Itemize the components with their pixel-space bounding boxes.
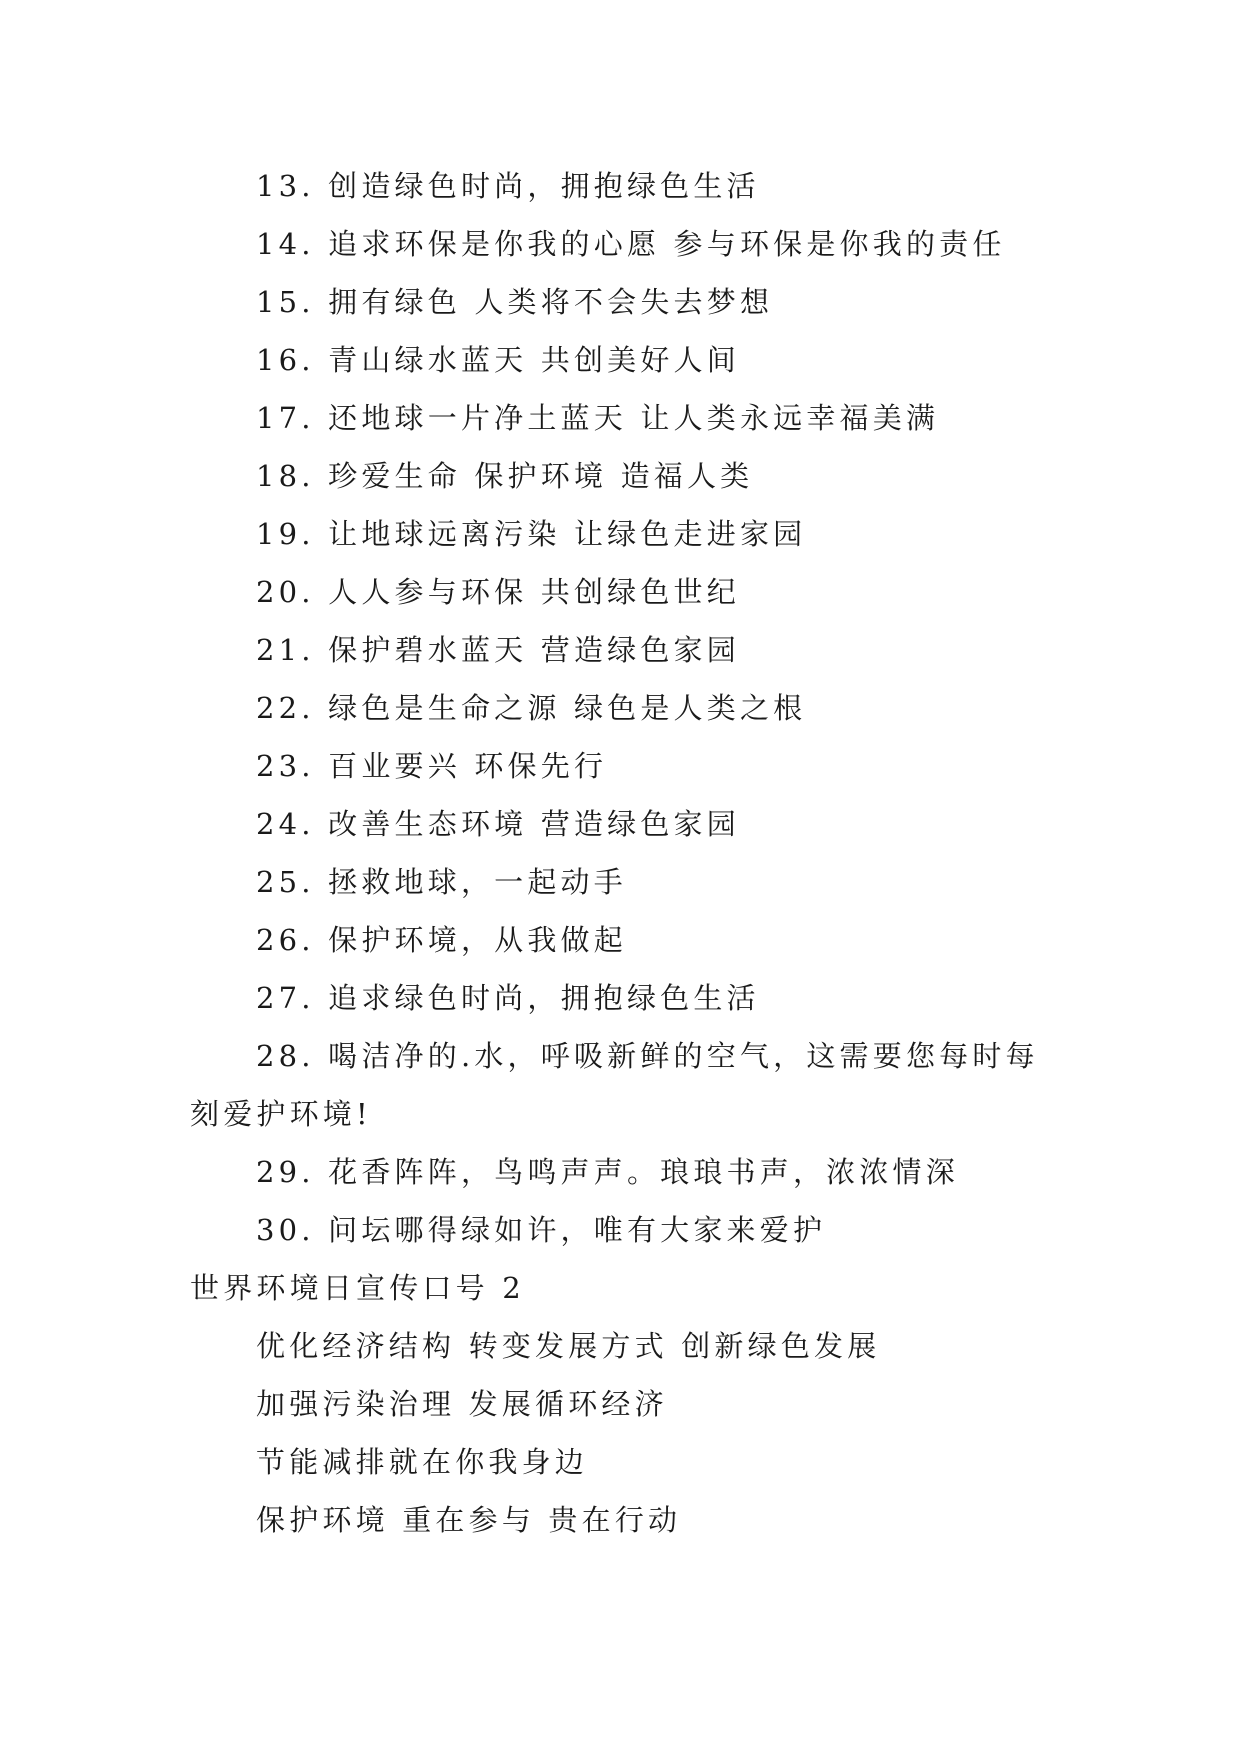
slogan-18: 18. 珍爱生命 保护环境 造福人类	[256, 459, 754, 493]
slogan-25: 25. 拯救地球，一起动手	[256, 865, 627, 899]
slogan-30: 30. 问坛哪得绿如许，唯有大家来爱护	[256, 1213, 827, 1247]
slogan-29: 29. 花香阵阵，鸟鸣声声。琅琅书声，浓浓情深	[256, 1155, 959, 1189]
section-slogan: 保护环境 重在参与 贵在行动	[256, 1503, 682, 1537]
section-slogan: 节能减排就在你我身边	[256, 1445, 589, 1479]
slogan-17: 17. 还地球一片净土蓝天 让人类永远幸福美满	[256, 401, 940, 435]
slogan-20: 20. 人人参与环保 共创绿色世纪	[256, 575, 740, 609]
slogan-22: 22. 绿色是生命之源 绿色是人类之根	[256, 691, 807, 725]
slogan-27: 27. 追求绿色时尚，拥抱绿色生活	[256, 981, 760, 1015]
slogan-14: 14. 追求环保是你我的心愿 参与环保是你我的责任	[256, 227, 1006, 261]
slogan-15: 15. 拥有绿色 人类将不会失去梦想	[256, 285, 774, 319]
slogan-26: 26. 保护环境，从我做起	[256, 923, 627, 957]
slogan-16: 16. 青山绿水蓝天 共创美好人间	[256, 343, 740, 377]
slogan-21: 21. 保护碧水蓝天 营造绿色家园	[256, 633, 740, 667]
slogan-23: 23. 百业要兴 环保先行	[256, 749, 608, 783]
section-slogan: 优化经济结构 转变发展方式 创新绿色发展	[256, 1329, 881, 1363]
slogan-28: 28. 喝洁净的.水，呼吸新鲜的空气，这需要您每时每	[256, 1039, 1039, 1073]
section-heading: 世界环境日宣传口号 2	[190, 1271, 525, 1305]
slogan-13: 13. 创造绿色时尚，拥抱绿色生活	[256, 169, 760, 203]
slogan-19: 19. 让地球远离污染 让绿色走进家园	[256, 517, 807, 551]
slogan-24: 24. 改善生态环境 营造绿色家园	[256, 807, 740, 841]
section-slogan: 加强污染治理 发展循环经济	[256, 1387, 668, 1421]
slogan-28-continuation: 刻爱护环境!	[190, 1097, 372, 1131]
